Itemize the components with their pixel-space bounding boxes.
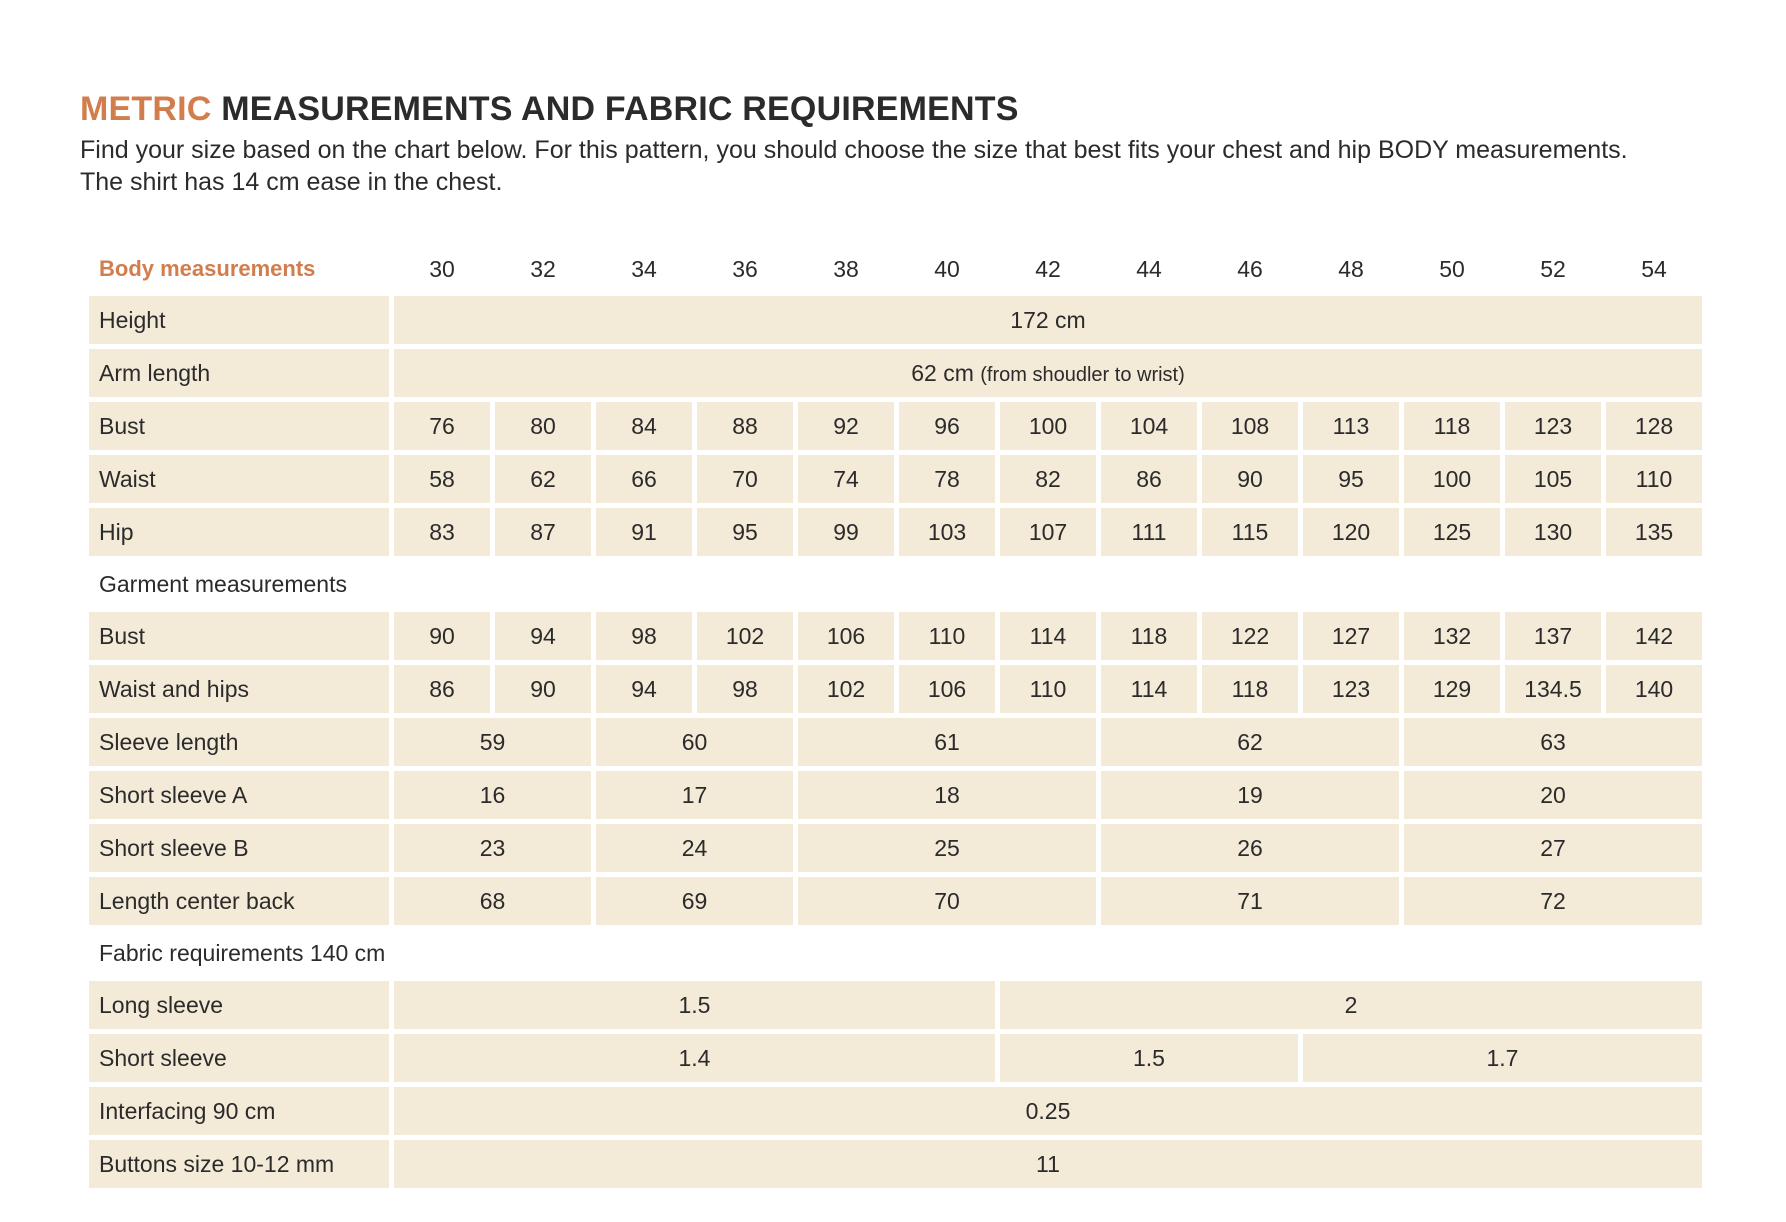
table-cell: 18 bbox=[798, 771, 1096, 819]
table-cell: 110 bbox=[1000, 665, 1096, 713]
row-label: Hip bbox=[89, 508, 389, 556]
table-cell: 94 bbox=[495, 612, 591, 660]
table-cell: 130 bbox=[1505, 508, 1601, 556]
row-label: Bust bbox=[89, 612, 389, 660]
table-cell: 129 bbox=[1404, 665, 1500, 713]
table-cell: 74 bbox=[798, 455, 894, 503]
table-cell: 69 bbox=[596, 877, 793, 925]
table-cell: 60 bbox=[596, 718, 793, 766]
page bbox=[80, 88, 1710, 198]
row-label: Long sleeve bbox=[89, 981, 389, 1029]
table-cell: 86 bbox=[394, 665, 490, 713]
table-cell: 106 bbox=[899, 665, 995, 713]
table-cell: 99 bbox=[798, 508, 894, 556]
table-row bbox=[89, 612, 1702, 660]
row-label: Interfacing 90 cm bbox=[89, 1087, 389, 1135]
table-cell: 98 bbox=[596, 612, 692, 660]
table-cell: 1.7 bbox=[1303, 1034, 1702, 1082]
table-row bbox=[89, 402, 1702, 450]
table-cell: 68 bbox=[394, 877, 591, 925]
table-row bbox=[89, 349, 1702, 397]
table-row bbox=[89, 665, 1702, 713]
table-cell: 62 bbox=[1101, 718, 1399, 766]
table-cell: 123 bbox=[1505, 402, 1601, 450]
size-header: 50 bbox=[1439, 255, 1465, 282]
table-cell: 132 bbox=[1404, 612, 1500, 660]
size-header: 48 bbox=[1338, 255, 1364, 282]
table-cell: 24 bbox=[596, 824, 793, 872]
table-cell: 23 bbox=[394, 824, 591, 872]
table-cell: 107 bbox=[1000, 508, 1096, 556]
row-label: Waist bbox=[89, 455, 389, 503]
table-cell: 110 bbox=[1606, 455, 1702, 503]
table-cell: 118 bbox=[1101, 612, 1197, 660]
table-cell: 134.5 bbox=[1505, 665, 1601, 713]
title-accent: METRIC bbox=[80, 90, 212, 128]
table-cell: 96 bbox=[899, 402, 995, 450]
row-label: Short sleeve bbox=[89, 1034, 389, 1082]
table-cell: 100 bbox=[1404, 455, 1500, 503]
table-cell: 127 bbox=[1303, 612, 1399, 660]
table-cell: 70 bbox=[697, 455, 793, 503]
title-rest: MEASUREMENTS AND FABRIC REQUIREMENTS bbox=[221, 90, 1019, 128]
table-cell: 102 bbox=[697, 612, 793, 660]
table-cell: 88 bbox=[697, 402, 793, 450]
row-label: Sleeve length bbox=[89, 718, 389, 766]
table-cell: 102 bbox=[798, 665, 894, 713]
table-cell: 25 bbox=[798, 824, 1096, 872]
table-cell: 98 bbox=[697, 665, 793, 713]
table-cell: 63 bbox=[1404, 718, 1702, 766]
table-cell: 83 bbox=[394, 508, 490, 556]
table-cell: 118 bbox=[1202, 665, 1298, 713]
table-cell: 1.4 bbox=[394, 1034, 995, 1082]
table-cell: 142 bbox=[1606, 612, 1702, 660]
table-cell: 118 bbox=[1404, 402, 1500, 450]
table-cell: 91 bbox=[596, 508, 692, 556]
arm-length-number: 62 cm bbox=[911, 359, 974, 386]
table-cell: 26 bbox=[1101, 824, 1399, 872]
table-cell: 70 bbox=[798, 877, 1096, 925]
table-cell: 86 bbox=[1101, 455, 1197, 503]
row-label: Bust bbox=[89, 402, 389, 450]
table-cell: 84 bbox=[596, 402, 692, 450]
row-label: Short sleeve A bbox=[89, 771, 389, 819]
size-chart-table bbox=[84, 242, 1707, 1193]
table-cell: 114 bbox=[1000, 612, 1096, 660]
table-cell: 87 bbox=[495, 508, 591, 556]
size-header: 46 bbox=[1237, 255, 1263, 282]
table-cell: 62 bbox=[495, 455, 591, 503]
garment-measurements-heading: Garment measurements bbox=[99, 570, 347, 597]
table-cell: 122 bbox=[1202, 612, 1298, 660]
arm-length-value bbox=[394, 349, 1702, 397]
table-row bbox=[89, 1087, 1702, 1135]
table-cell: 115 bbox=[1202, 508, 1298, 556]
table-cell: 114 bbox=[1101, 665, 1197, 713]
table-row bbox=[89, 981, 1702, 1029]
intro-text: Find your size based on the chart below. For this pattern, you should choose the size that best fits your chest and hip BODY measurements. The shirt has 14 cm ease in the chest. bbox=[80, 136, 1628, 196]
size-header: 34 bbox=[631, 255, 657, 282]
table-cell: 140 bbox=[1606, 665, 1702, 713]
section-row bbox=[89, 930, 1702, 976]
table-cell: 66 bbox=[596, 455, 692, 503]
table-cell: 106 bbox=[798, 612, 894, 660]
size-header: 40 bbox=[934, 255, 960, 282]
table-cell: 17 bbox=[596, 771, 793, 819]
table-cell: 135 bbox=[1606, 508, 1702, 556]
row-label: Height bbox=[89, 296, 389, 344]
table-cell: 111 bbox=[1101, 508, 1197, 556]
table-cell: 123 bbox=[1303, 665, 1399, 713]
table-cell: 76 bbox=[394, 402, 490, 450]
row-label: Short sleeve B bbox=[89, 824, 389, 872]
table-cell: 1.5 bbox=[394, 981, 995, 1029]
table-cell: 20 bbox=[1404, 771, 1702, 819]
table-cell: 1.5 bbox=[1000, 1034, 1298, 1082]
table-cell: 80 bbox=[495, 402, 591, 450]
fabric-requirements-heading: Fabric requirements 140 cm bbox=[99, 939, 386, 966]
size-header: 54 bbox=[1641, 255, 1667, 282]
table-cell: 105 bbox=[1505, 455, 1601, 503]
table-row bbox=[89, 508, 1702, 556]
table-cell: 90 bbox=[1202, 455, 1298, 503]
size-header: 52 bbox=[1540, 255, 1566, 282]
table-cell: 100 bbox=[1000, 402, 1096, 450]
table-cell: 137 bbox=[1505, 612, 1601, 660]
size-header: 36 bbox=[732, 255, 758, 282]
table-row bbox=[89, 1034, 1702, 1082]
table-cell: 11 bbox=[394, 1140, 1702, 1188]
arm-length-note: (from shoudler to wrist) bbox=[980, 363, 1185, 386]
table-cell: 113 bbox=[1303, 402, 1399, 450]
table-cell: 59 bbox=[394, 718, 591, 766]
table-cell: 27 bbox=[1404, 824, 1702, 872]
table-cell: 78 bbox=[899, 455, 995, 503]
page-title bbox=[80, 88, 1710, 130]
table-row bbox=[89, 1140, 1702, 1188]
table-cell: 128 bbox=[1606, 402, 1702, 450]
table-cell: 103 bbox=[899, 508, 995, 556]
table-cell: 16 bbox=[394, 771, 591, 819]
row-label: Buttons size 10-12 mm bbox=[89, 1140, 389, 1188]
size-header-row bbox=[89, 247, 1702, 291]
height-value: 172 cm bbox=[394, 296, 1702, 344]
table-row bbox=[89, 455, 1702, 503]
row-label: Waist and hips bbox=[89, 665, 389, 713]
table-cell: 82 bbox=[1000, 455, 1096, 503]
table-row bbox=[89, 877, 1702, 925]
table-cell: 120 bbox=[1303, 508, 1399, 556]
table-cell: 58 bbox=[394, 455, 490, 503]
table-cell: 92 bbox=[798, 402, 894, 450]
table-cell: 110 bbox=[899, 612, 995, 660]
table-cell: 108 bbox=[1202, 402, 1298, 450]
table-cell: 95 bbox=[697, 508, 793, 556]
body-measurements-heading: Body measurements bbox=[99, 256, 316, 281]
row-label: Length center back bbox=[89, 877, 389, 925]
table-cell: 104 bbox=[1101, 402, 1197, 450]
table-cell: 72 bbox=[1404, 877, 1702, 925]
section-row bbox=[89, 561, 1702, 607]
size-header: 44 bbox=[1136, 255, 1162, 282]
table-cell: 2 bbox=[1000, 981, 1702, 1029]
size-header: 32 bbox=[530, 255, 556, 282]
table-cell: 90 bbox=[495, 665, 591, 713]
table-cell: 71 bbox=[1101, 877, 1399, 925]
table-cell: 61 bbox=[798, 718, 1096, 766]
table-cell: 94 bbox=[596, 665, 692, 713]
table-cell: 125 bbox=[1404, 508, 1500, 556]
table-row bbox=[89, 771, 1702, 819]
size-header: 30 bbox=[429, 255, 455, 282]
table-row bbox=[89, 718, 1702, 766]
table-cell: 0.25 bbox=[394, 1087, 1702, 1135]
table-row bbox=[89, 296, 1702, 344]
table-cell: 95 bbox=[1303, 455, 1399, 503]
size-header: 42 bbox=[1035, 255, 1061, 282]
row-label: Arm length bbox=[89, 349, 389, 397]
table-cell: 90 bbox=[394, 612, 490, 660]
size-header: 38 bbox=[833, 255, 859, 282]
table-cell: 19 bbox=[1101, 771, 1399, 819]
table-row bbox=[89, 824, 1702, 872]
